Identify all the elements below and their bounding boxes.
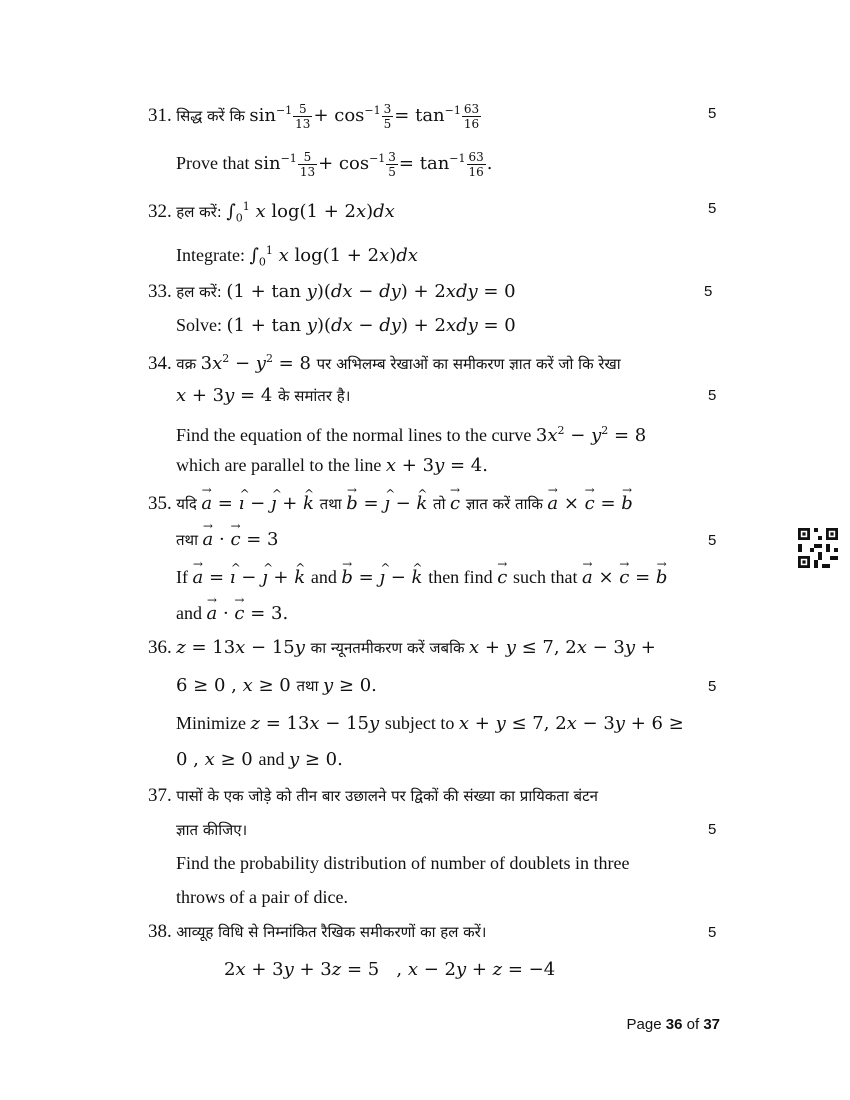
- q35-hindi-1: 35. यदि a → = ı ^ − ȷ ^ + k ^ तथा b → = ȷ ^ − k ^ तो c → ज्ञात करें ताकि a → × c → = b →: [148, 492, 633, 515]
- q34-english-2: which are parallel to the line x + 3y = 4.: [176, 455, 488, 476]
- q31-hindi: 31. सिद्ध करें कि $\sin^{-1}$ $\frac{5}{13}$ + $\cos^{-1}$ $\frac{3}{5}$ = $\tan^{-1}$ $\frac{63}{16}$: [148, 101, 480, 131]
- q31-english: Prove that $\sin^{-1}$ $\frac{5}{13}$ + $\cos^{-1}$ $\frac{3}{5}$ = $\tan^{-1}$ $\frac{63}{16}$ .: [176, 149, 493, 179]
- marks: 5: [708, 105, 717, 122]
- marks: 5: [708, 821, 717, 838]
- question-number: 31.: [148, 105, 172, 126]
- q33-english: Solve: (1 + tan y)(dx − dy) + 2xdy = 0: [176, 315, 516, 336]
- marks: 5: [708, 532, 717, 549]
- marks: 5: [708, 387, 717, 404]
- marks: 5: [708, 678, 717, 695]
- qr-code-icon: [798, 528, 838, 568]
- page-total: 37: [703, 1016, 720, 1033]
- q34-hindi-2: x + 3y = 4 के समांतर है।: [176, 385, 351, 406]
- marks: 5: [708, 200, 717, 217]
- q37-english-1: Find the probability distribution of number of doublets in three: [176, 853, 630, 873]
- q36-english-2: 0 , x ≥ 0 and y ≥ 0.: [176, 749, 343, 770]
- q37-hindi-1: 37. पासों के एक जोड़े को तीन बार उछालने पर द्विकों की संख्या का प्रायिकता बंटन: [148, 785, 598, 806]
- q36-hindi-1: 36. z = 13x − 15y का न्यूनतमीकरण करें जबकि x + y ≤ 7, 2x − 3y +: [148, 637, 656, 658]
- q32-english: Integrate: $\int_0^1$ x log(1 + 2x)dx: [176, 244, 418, 269]
- q35-english-2: and a → · c → = 3.: [176, 602, 288, 625]
- q33-hindi: 33. हल करें: (1 + tan y)(dx − dy) + 2xdy = 0: [148, 281, 516, 302]
- q37-english-2: throws of a pair of dice.: [176, 887, 348, 907]
- q38-hindi: 38. आव्यूह विधि से निम्नांकित रैखिक समीकरणों का हल करें।: [148, 921, 487, 942]
- q36-english-1: Minimize z = 13x − 15y subject to x + y ≤ 7, 2x − 3y + 6 ≥: [176, 713, 684, 734]
- q38-equations: 2x + 3y + 3z = 5 , x − 2y + z = −4: [224, 959, 556, 980]
- marks: 5: [704, 283, 713, 300]
- q34-hindi-1: 34. वक्र $3x^2 - y^2 = 8$ पर अभिलम्ब रेखाओं का समीकरण ज्ञात करें जो कि रेखा: [148, 352, 621, 374]
- page-footer: Page 36 of 37: [626, 1016, 720, 1033]
- q32-hindi: 32. हल करें: $\int_0^1$ x log(1 + 2x)dx: [148, 200, 395, 225]
- q35-hindi-2: तथा a → · c → = 3: [176, 528, 279, 551]
- page-number: 36: [665, 1016, 683, 1033]
- q34-english-1: Find the equation of the normal lines to the curve $3x^2 - y^2 = 8$: [176, 424, 647, 446]
- q35-english-1: If a → = ı ^ − ȷ ^ + k ^ and b → = ȷ ^ − k ^ then find c → such that a → × c → = b →: [176, 566, 667, 589]
- q36-hindi-2: 6 ≥ 0 , x ≥ 0 तथा y ≥ 0.: [176, 675, 377, 696]
- marks: 5: [708, 924, 717, 941]
- q37-hindi-2: ज्ञात कीजिए।: [176, 821, 248, 839]
